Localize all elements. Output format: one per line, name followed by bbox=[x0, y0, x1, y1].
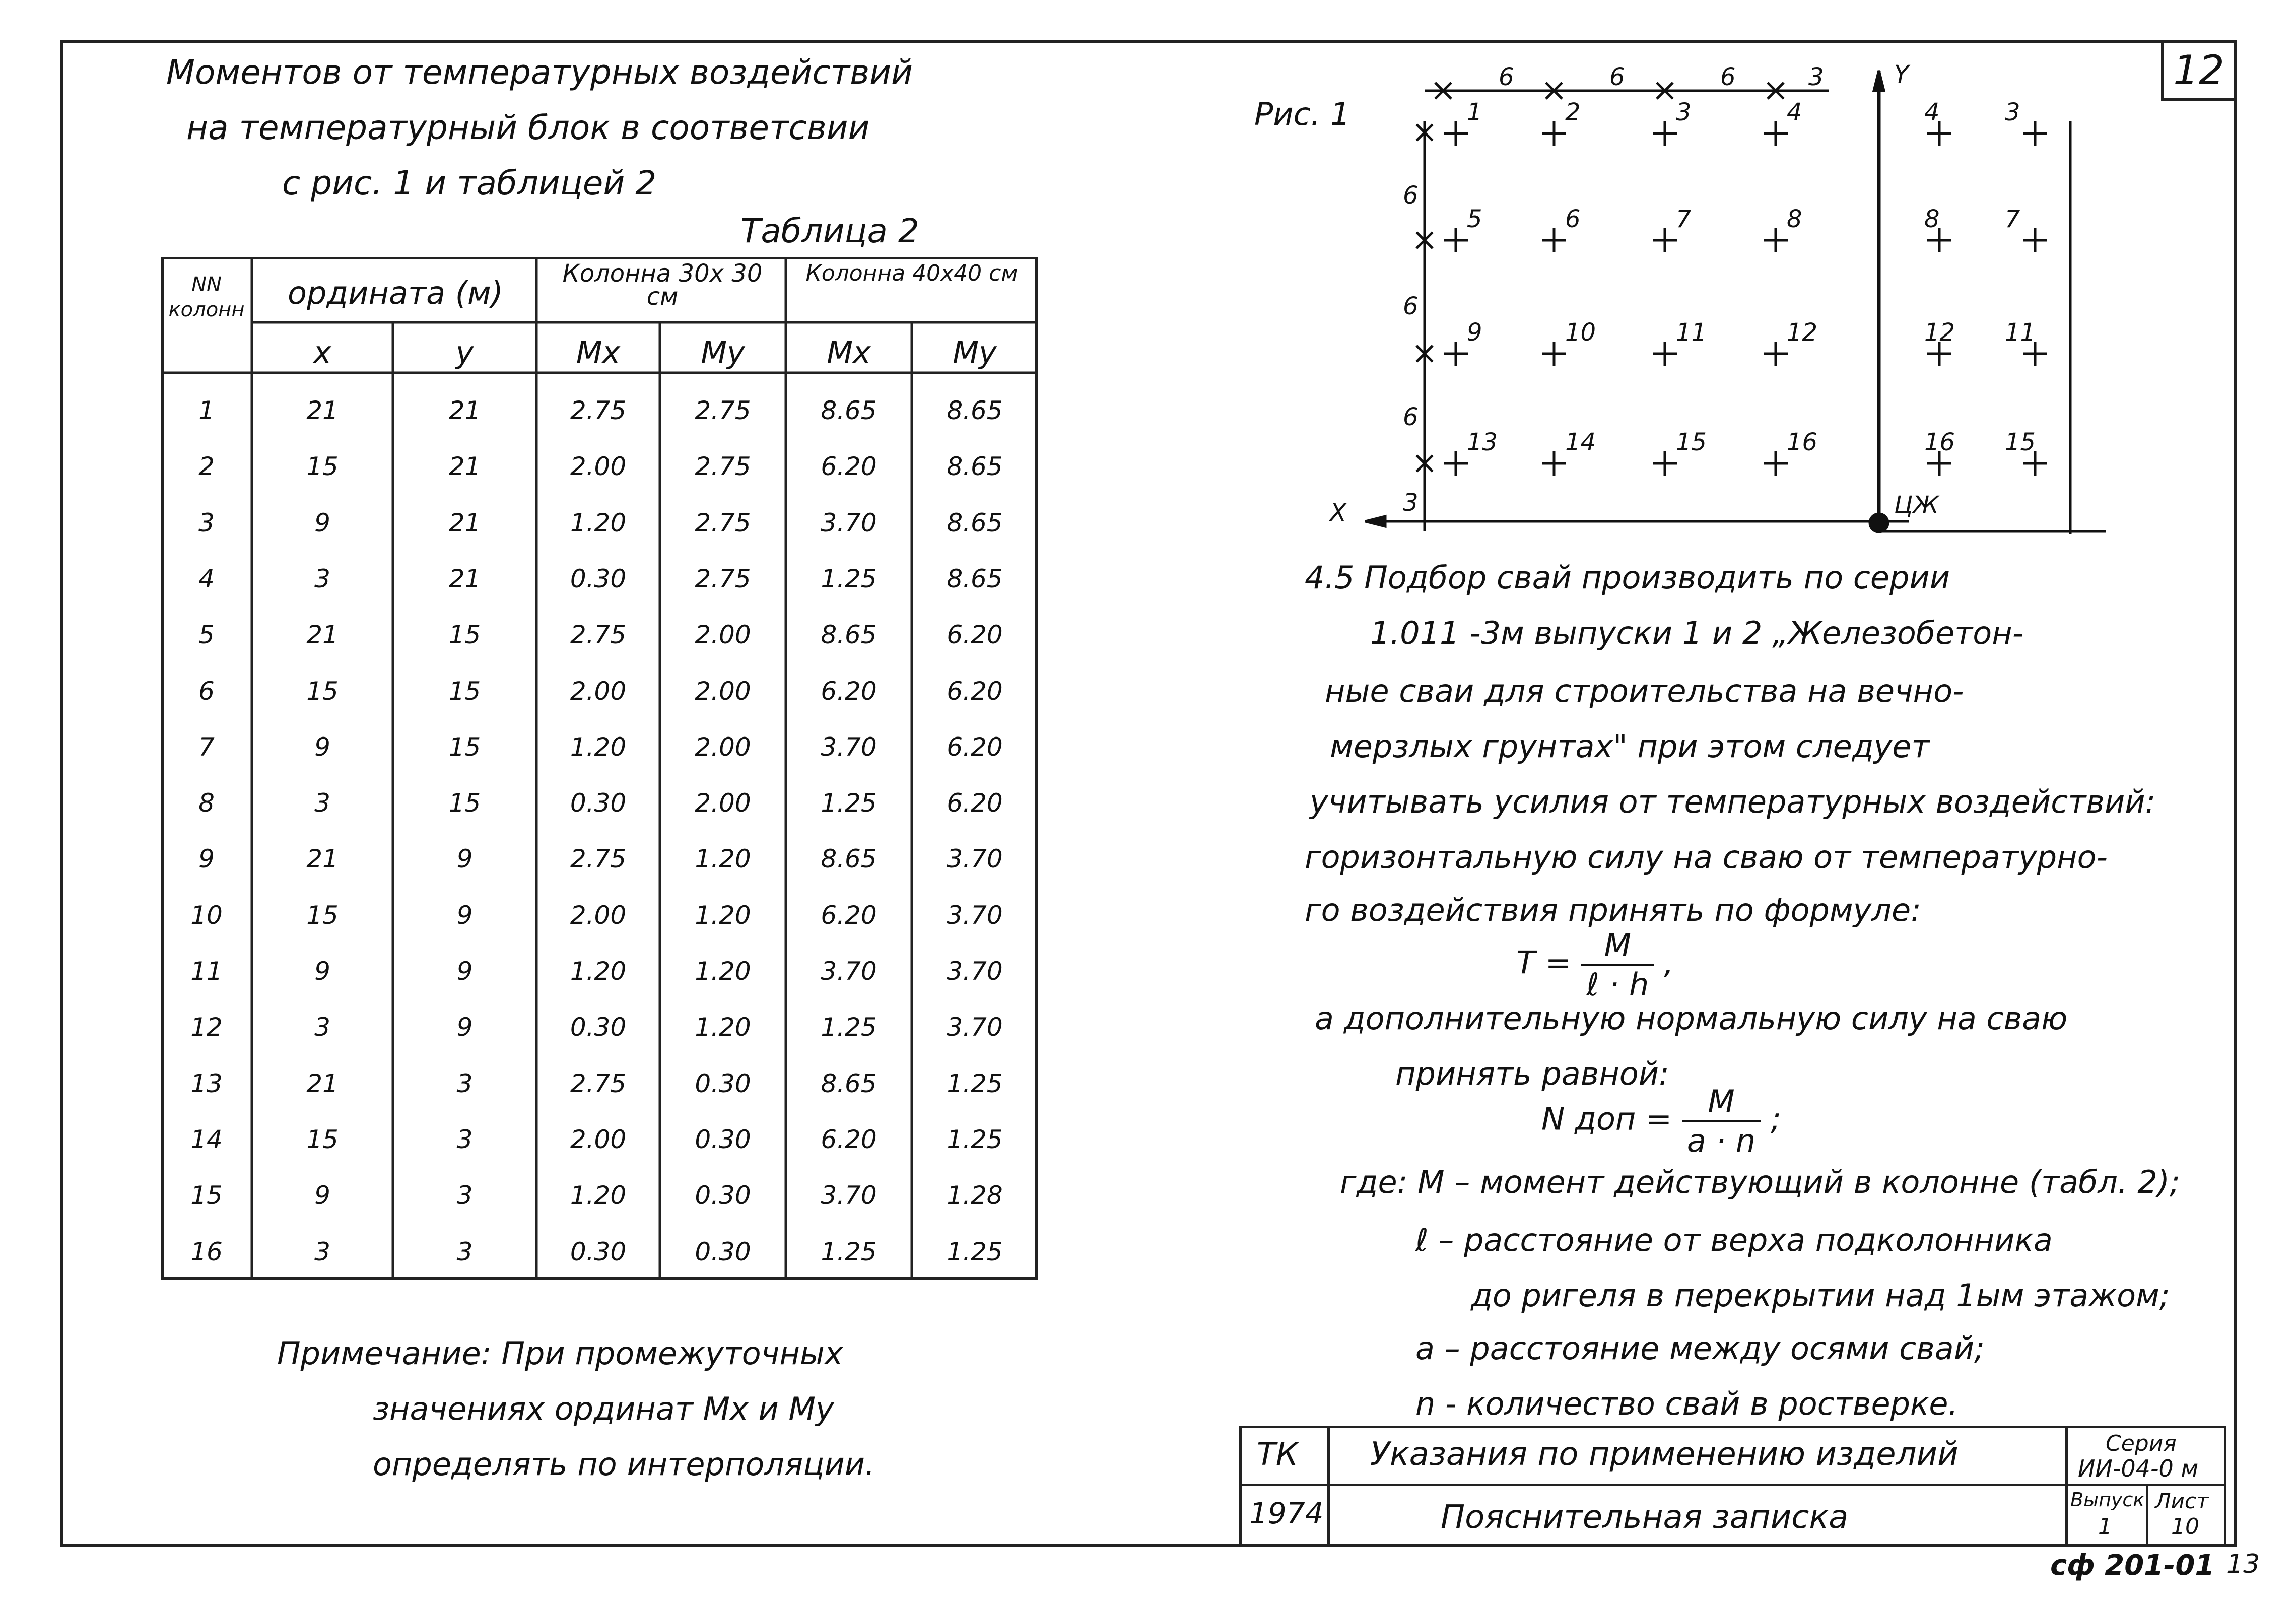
pile-cross bbox=[1542, 342, 1566, 366]
table-cell: 0.30 bbox=[570, 1013, 627, 1042]
definition-2: ℓ – расстояние от верха подколонника bbox=[1415, 1222, 2053, 1258]
table-cell: 21 bbox=[448, 452, 481, 482]
pile-label: 4 bbox=[1787, 98, 1802, 126]
table-cell: 1.25 bbox=[947, 1237, 1003, 1266]
table-cell: 8.65 bbox=[821, 844, 877, 874]
text-line-6: горизонтальную силу на сваю от температурно- bbox=[1305, 839, 2108, 876]
pile-label: 6 bbox=[1403, 403, 1419, 431]
row-number: 16 bbox=[190, 1237, 223, 1266]
cg-marker bbox=[1870, 514, 1888, 532]
row-number: 14 bbox=[190, 1124, 223, 1154]
table-cell: 2.00 bbox=[695, 620, 751, 650]
pile-label: 15 bbox=[2005, 428, 2036, 456]
table-cell: 1.25 bbox=[821, 1237, 877, 1266]
table-cell: 1.25 bbox=[821, 564, 877, 593]
subheader-y: y bbox=[455, 335, 474, 370]
row-number: 6 bbox=[198, 676, 215, 706]
table-cell: 21 bbox=[306, 396, 339, 425]
row-number: 7 bbox=[198, 732, 215, 762]
row-number: 8 bbox=[198, 788, 215, 818]
row-number: 15 bbox=[190, 1181, 223, 1211]
table-cell: 3.70 bbox=[947, 900, 1003, 930]
header-ordinate: ордината (м) bbox=[288, 275, 503, 311]
formula1-numerator: М bbox=[1581, 927, 1654, 966]
table-cell: 3 bbox=[456, 1237, 473, 1266]
table-cell: 2.00 bbox=[695, 788, 751, 818]
table-cell: 3.70 bbox=[821, 957, 877, 986]
table-cell: 0.30 bbox=[695, 1068, 751, 1098]
table-cell: 3 bbox=[314, 1237, 330, 1266]
formula-normal-force bbox=[1541, 1083, 1781, 1159]
pile-label: 16 bbox=[1787, 428, 1818, 456]
pile-label: 13 bbox=[1467, 428, 1498, 456]
table-cell: 8.65 bbox=[947, 452, 1003, 482]
pile-cross bbox=[1764, 342, 1788, 366]
table-cell: 6.20 bbox=[947, 620, 1003, 650]
table-cell: 6.20 bbox=[821, 900, 877, 930]
table-cell: 3.70 bbox=[947, 1013, 1003, 1042]
pile-cross bbox=[1444, 121, 1468, 146]
pile-label: Y bbox=[1894, 60, 1909, 89]
table-cell: 3.70 bbox=[947, 957, 1003, 986]
table-cell: 8.65 bbox=[821, 396, 877, 425]
pile-label: 6 bbox=[1403, 292, 1419, 320]
table-cell: 2.00 bbox=[695, 732, 751, 762]
table-cell: 2.75 bbox=[570, 844, 627, 874]
table-cell: 15 bbox=[306, 900, 339, 930]
text-line-7: го воздействия принять по формуле: bbox=[1305, 892, 1921, 928]
pile-label: X bbox=[1330, 499, 1346, 527]
text2-line-1: а дополнительную нормальную силу на сваю bbox=[1315, 1000, 2068, 1037]
stamp-issue: 1 bbox=[2098, 1514, 2112, 1539]
pile-label: 3 bbox=[1808, 63, 1824, 91]
formula1-tail: , bbox=[1664, 944, 1674, 981]
text-line-3: ные сваи для строительства на вечно- bbox=[1325, 673, 1964, 709]
pile-label: 12 bbox=[1787, 318, 1818, 347]
text-line-2: 1.011 -3м выпуски 1 и 2 „Железобетон- bbox=[1370, 615, 2024, 651]
subheader-x: x bbox=[313, 335, 331, 370]
row-number: 5 bbox=[198, 620, 215, 650]
stamp-series: ИИ-04-0 м bbox=[2078, 1455, 2199, 1482]
table-cell: 0.30 bbox=[570, 788, 627, 818]
table-cell: 1.25 bbox=[821, 1013, 877, 1042]
subheader-mx-40: Мх bbox=[827, 335, 871, 370]
table-cell: 3 bbox=[456, 1181, 473, 1211]
table-cell: 0.30 bbox=[695, 1181, 751, 1211]
subheader-my-30: Му bbox=[701, 335, 745, 370]
table-cell: 6.20 bbox=[947, 676, 1003, 706]
pile-cross bbox=[2023, 228, 2047, 252]
table-cell: 6.20 bbox=[947, 788, 1003, 818]
table-cell: 15 bbox=[448, 788, 481, 818]
table-cell: 9 bbox=[456, 844, 473, 874]
pile-label: 7 bbox=[2005, 205, 2020, 233]
formula2-tail: ; bbox=[1770, 1100, 1781, 1137]
table-cell: 8.65 bbox=[947, 508, 1003, 538]
table-cell: 3 bbox=[314, 1013, 330, 1042]
pile-label: 5 bbox=[1467, 205, 1482, 233]
pile-cross bbox=[1764, 121, 1788, 146]
table-cell: 9 bbox=[314, 732, 330, 762]
table-cell: 8.65 bbox=[821, 1068, 877, 1098]
table-cell: 9 bbox=[456, 1013, 473, 1042]
pile-label: 6 bbox=[1720, 63, 1736, 91]
table-cell: 2.75 bbox=[570, 1068, 627, 1098]
table-cell: 9 bbox=[456, 957, 473, 986]
table-cell: 0.30 bbox=[695, 1237, 751, 1266]
table-cell: 1.20 bbox=[695, 1013, 751, 1042]
pile-cross bbox=[1764, 228, 1788, 252]
table-cell: 1.20 bbox=[570, 508, 627, 538]
stamp-org: ТК bbox=[1257, 1436, 1298, 1472]
table-cell: 3 bbox=[456, 1068, 473, 1098]
formula1-lhs: T = bbox=[1516, 944, 1572, 981]
header-col30: Колонна 30х 30 см bbox=[562, 259, 763, 311]
pile-label: 11 bbox=[1676, 318, 1707, 347]
pile-label: 12 bbox=[1924, 318, 1955, 347]
formula2-numerator: М bbox=[1682, 1083, 1761, 1122]
pile-crosses bbox=[1444, 121, 2047, 476]
table-cell: 15 bbox=[448, 676, 481, 706]
table-cell: 1.28 bbox=[947, 1181, 1003, 1211]
row-number: 13 bbox=[190, 1068, 223, 1098]
figure-label: Рис. 1 bbox=[1254, 96, 1350, 132]
pile-label: 4 bbox=[1924, 98, 1940, 126]
row-number: 10 bbox=[190, 900, 223, 930]
pile-cross bbox=[1444, 451, 1468, 476]
table-cell: 2.75 bbox=[570, 620, 627, 650]
table-cell: 1.20 bbox=[570, 1181, 627, 1211]
table-cell: 21 bbox=[448, 564, 481, 593]
table-cell: 15 bbox=[448, 620, 481, 650]
pile-label: 2 bbox=[1565, 98, 1581, 126]
note-line-3: определять по интерполяции. bbox=[373, 1446, 875, 1483]
text-line-5: учитывать усилия от температурных воздействий: bbox=[1310, 783, 2156, 820]
table-cell: 1.20 bbox=[695, 844, 751, 874]
table-cell: 1.20 bbox=[570, 957, 627, 986]
pile-label: 6 bbox=[1403, 181, 1419, 210]
pile-label: 15 bbox=[1676, 428, 1707, 456]
table-cell: 0.30 bbox=[570, 1237, 627, 1266]
table-cell: 9 bbox=[456, 900, 473, 930]
definition-1: где: М – момент действующий в колонне (табл. 2); bbox=[1340, 1164, 2180, 1200]
pile-label: 3 bbox=[1676, 98, 1692, 126]
row-number: 1 bbox=[198, 396, 215, 425]
table-cell: 1.20 bbox=[695, 900, 751, 930]
pile-cross bbox=[1542, 121, 1566, 146]
header-nn: NN колонн bbox=[168, 273, 245, 321]
table-cell: 2.75 bbox=[695, 452, 751, 482]
title-line-2: на температурный блок в соответсвии bbox=[186, 108, 870, 147]
row-number: 11 bbox=[190, 957, 223, 986]
formula1-fraction bbox=[1581, 927, 1654, 1003]
pile-label: 7 bbox=[1676, 205, 1692, 233]
subheader-my-40: Му bbox=[953, 335, 997, 370]
table-cell: 3 bbox=[456, 1124, 473, 1154]
row-number: 3 bbox=[198, 508, 215, 538]
table-cell: 8.65 bbox=[947, 564, 1003, 593]
table-cell: 2.00 bbox=[570, 452, 627, 482]
table-caption: Таблица 2 bbox=[740, 212, 919, 250]
stamp-series-label: Серия bbox=[2106, 1431, 2177, 1456]
row-number: 4 bbox=[198, 564, 215, 593]
table-cell: 21 bbox=[448, 396, 481, 425]
pile-cross bbox=[1764, 451, 1788, 476]
pile-label: 6 bbox=[1609, 63, 1625, 91]
table-cell: 0.30 bbox=[570, 564, 627, 593]
pile-label: 6 bbox=[1565, 205, 1581, 233]
pile-label: 9 bbox=[1467, 318, 1482, 347]
definition-4: a – расстояние между осями свай; bbox=[1415, 1330, 1985, 1367]
pile-label: 3 bbox=[2005, 98, 2020, 126]
table-cell: 3.70 bbox=[947, 844, 1003, 874]
table-cell: 9 bbox=[314, 957, 330, 986]
table-cell: 1.25 bbox=[947, 1068, 1003, 1098]
stamp-sheet: 10 bbox=[2171, 1514, 2199, 1539]
table-cell: 1.25 bbox=[821, 788, 877, 818]
row-number: 2 bbox=[198, 452, 215, 482]
stamp-issue-label: Выпуск bbox=[2070, 1489, 2145, 1511]
header-col40: Колонна 40х40 см bbox=[805, 260, 1018, 286]
table-cell: 3.70 bbox=[821, 732, 877, 762]
table-cell: 15 bbox=[306, 676, 339, 706]
pile-label: 14 bbox=[1565, 428, 1596, 456]
title-line-3: с рис. 1 и таблицей 2 bbox=[282, 164, 657, 203]
row-number: 12 bbox=[190, 1013, 223, 1042]
formula-horizontal-force bbox=[1516, 927, 1674, 1003]
pile-label: 8 bbox=[1787, 205, 1802, 233]
table-cell: 21 bbox=[306, 620, 339, 650]
subheader-mx-30: Мх bbox=[576, 335, 621, 370]
pile-cross bbox=[1653, 121, 1677, 146]
formula2-fraction bbox=[1682, 1083, 1761, 1159]
text-line-1: 4.5 Подбор свай производить по серии bbox=[1305, 559, 1950, 596]
table-cell: 15 bbox=[448, 732, 481, 762]
table-cell: 21 bbox=[306, 844, 339, 874]
pile-cross bbox=[1653, 451, 1677, 476]
table-cell: 1.25 bbox=[947, 1124, 1003, 1154]
title-line-1: Моментов от температурных воздействий bbox=[166, 53, 913, 92]
note-line-2: значениях ординат Мх и Му bbox=[373, 1390, 834, 1427]
definition-5: n - количество свай в ростверке. bbox=[1415, 1385, 1959, 1422]
pile-label: 8 bbox=[1924, 205, 1940, 233]
footer-code: сф 201-01 bbox=[2050, 1549, 2215, 1582]
stamp-sheet-label: Лист bbox=[2155, 1489, 2209, 1513]
text2-line-2: принять равной: bbox=[1395, 1055, 1669, 1092]
table-cell: 2.75 bbox=[695, 564, 751, 593]
note-line-1: Примечание: При промежуточных bbox=[277, 1335, 843, 1372]
table-cell: 1.20 bbox=[695, 957, 751, 986]
formula2-lhs: N доп = bbox=[1541, 1100, 1672, 1137]
pile-label: 1 bbox=[1467, 98, 1482, 126]
pile-cross bbox=[1444, 228, 1468, 252]
pile-cross bbox=[1653, 228, 1677, 252]
table-cell: 6.20 bbox=[821, 1124, 877, 1154]
table-cell: 3 bbox=[314, 564, 330, 593]
pile-label: 11 bbox=[2005, 318, 2036, 347]
table-cell: 8.65 bbox=[947, 396, 1003, 425]
table-cell: 2.75 bbox=[570, 396, 627, 425]
table-cell: 2.00 bbox=[570, 900, 627, 930]
stamp-title: Указания по применению изделий bbox=[1370, 1436, 1959, 1473]
stamp-subtitle: Пояснительная записка bbox=[1441, 1499, 1849, 1536]
pile-cross bbox=[2023, 121, 2047, 146]
pile-label: 3 bbox=[1403, 489, 1419, 517]
table-cell: 3.70 bbox=[821, 508, 877, 538]
table-cell: 2.00 bbox=[695, 676, 751, 706]
pile-cross bbox=[1542, 451, 1566, 476]
pile-label: 6 bbox=[1499, 63, 1514, 91]
table-cell: 2.75 bbox=[695, 396, 751, 425]
pile-label: 16 bbox=[1924, 428, 1955, 456]
pile-cross bbox=[1444, 342, 1468, 366]
table-cell: 3.70 bbox=[821, 1181, 877, 1211]
pile-label: ЦЖ bbox=[1894, 491, 1939, 519]
stamp-year: 1974 bbox=[1249, 1496, 1324, 1530]
table-cell: 9 bbox=[314, 508, 330, 538]
table-cell: 6.20 bbox=[947, 732, 1003, 762]
pile-cross bbox=[1653, 342, 1677, 366]
formula1-denominator: ℓ · h bbox=[1586, 966, 1649, 1003]
table-cell: 2.00 bbox=[570, 1124, 627, 1154]
table-cell: 21 bbox=[448, 508, 481, 538]
table-cell: 1.20 bbox=[570, 732, 627, 762]
footer-number: 13 bbox=[2226, 1549, 2260, 1579]
table-cell: 3 bbox=[314, 788, 330, 818]
table-cell: 9 bbox=[314, 1181, 330, 1211]
table-cell: 6.20 bbox=[821, 676, 877, 706]
pile-label: 10 bbox=[1565, 318, 1596, 347]
definition-3: до ригеля в перекрытии над 1ым этажом; bbox=[1471, 1277, 2170, 1314]
table-cell: 0.30 bbox=[695, 1124, 751, 1154]
table-cell: 6.20 bbox=[821, 452, 877, 482]
text-line-4: мерзлых грунтах" при этом следует bbox=[1330, 728, 1930, 765]
table-cell: 2.75 bbox=[695, 508, 751, 538]
pile-cross bbox=[1542, 228, 1566, 252]
row-number: 9 bbox=[198, 844, 215, 874]
page-number: 12 bbox=[2161, 40, 2237, 101]
table-cell: 15 bbox=[306, 1124, 339, 1154]
table-cell: 2.00 bbox=[570, 676, 627, 706]
formula2-denominator: a · n bbox=[1686, 1122, 1756, 1159]
table-cell: 8.65 bbox=[821, 620, 877, 650]
title-block bbox=[1239, 1426, 2226, 1547]
table-cell: 15 bbox=[306, 452, 339, 482]
table-cell: 21 bbox=[306, 1068, 339, 1098]
